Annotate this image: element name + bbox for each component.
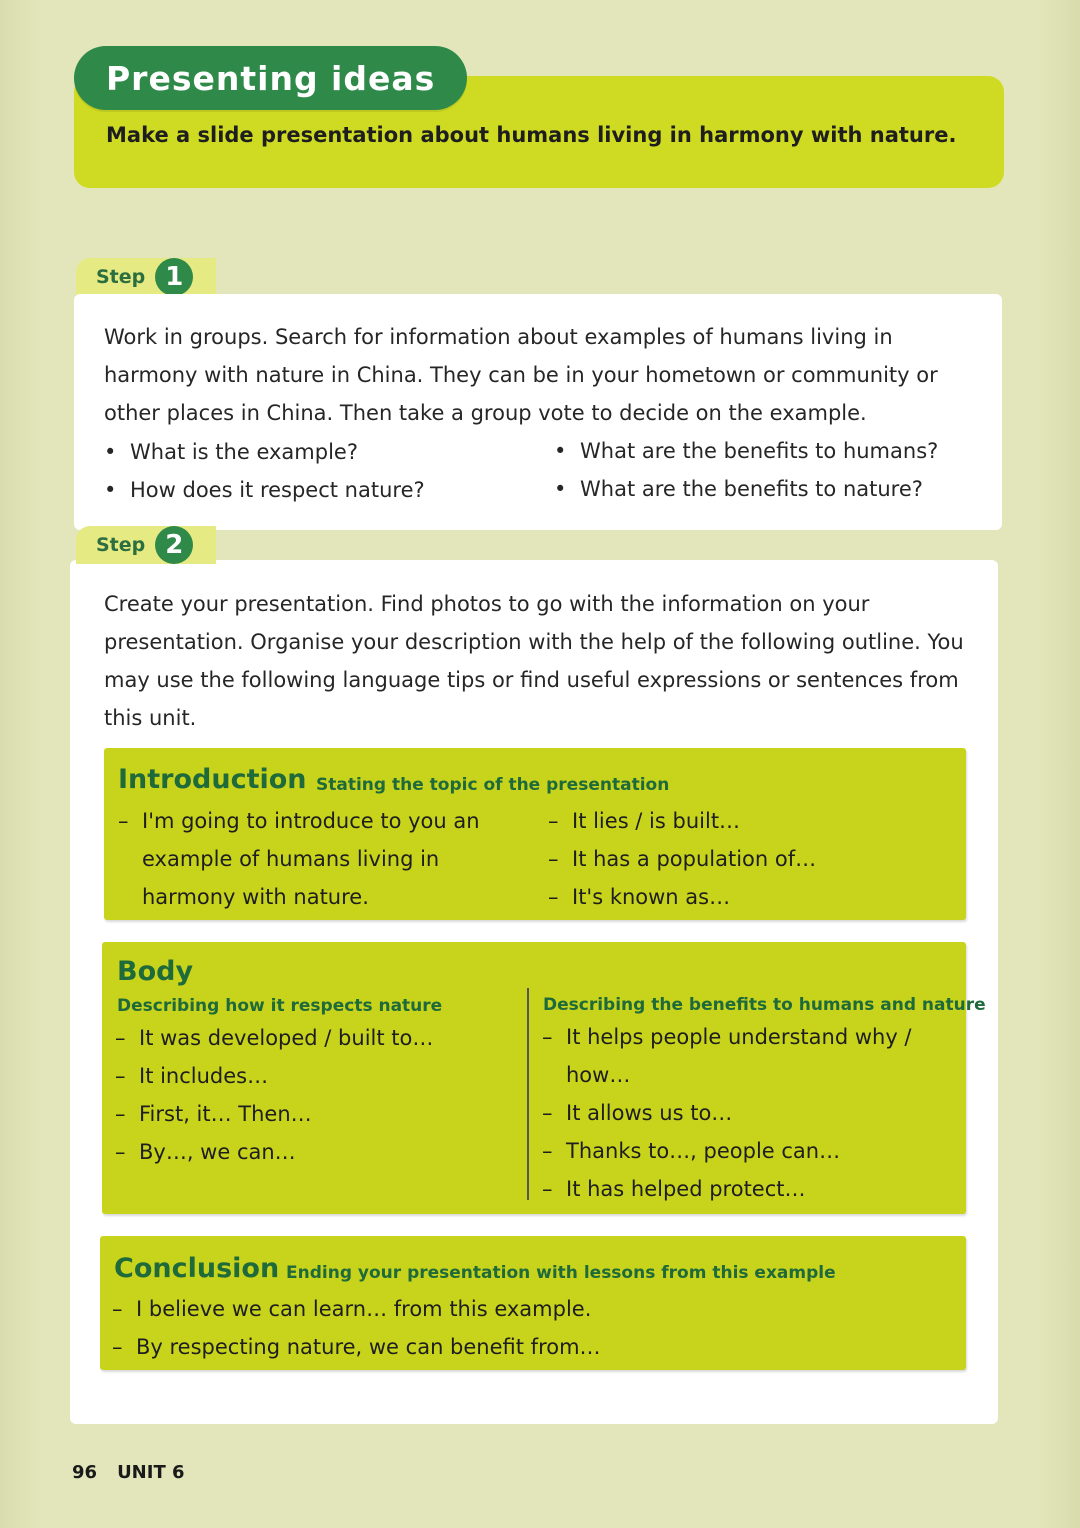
tip-item: – First, it… Then…: [115, 1095, 515, 1133]
step-number-1: 1: [155, 258, 193, 296]
tip-item: – I believe we can learn… from this example.: [112, 1290, 932, 1328]
introduction-left-list: [118, 802, 488, 916]
page-footer: [72, 1462, 205, 1483]
body-left-list: [115, 1019, 515, 1171]
question-item: • What are the benefits to nature?: [550, 470, 970, 508]
step-1-tab: [76, 258, 216, 296]
introduction-subheading: Stating the topic of the presentation: [316, 775, 670, 795]
tip-item: – It's known as…: [548, 878, 948, 916]
conclusion-subheading: Ending your presentation with lessons from this example: [286, 1263, 836, 1283]
conclusion-list: [112, 1290, 932, 1366]
tip-item: – It has a population of…: [548, 840, 948, 878]
introduction-heading: Introduction: [118, 764, 307, 795]
page-title: Presenting ideas: [74, 46, 467, 110]
body-left-subheading: Describing how it respects nature: [117, 996, 443, 1016]
tip-item: – Thanks to…, people can…: [542, 1132, 942, 1170]
tip-item: – It allows us to…: [542, 1094, 942, 1132]
question-item: • What is the example?: [100, 433, 530, 471]
task-instruction: Make a slide presentation about humans living in harmony with nature.: [106, 123, 957, 147]
page-number: 96: [72, 1462, 98, 1483]
question-item: • What are the benefits to humans?: [550, 432, 970, 470]
step-2-tab: [76, 526, 216, 564]
tip-item: – It has helped protect…: [542, 1170, 942, 1208]
question-item: • How does it respect nature?: [100, 471, 530, 509]
tip-item: – It helps people understand why / how…: [542, 1018, 942, 1094]
introduction-right-list: [548, 802, 948, 916]
tip-item: – It includes…: [115, 1057, 515, 1095]
step-2-paragraph: Create your presentation. Find photos to go with the information on your presentation. Organise your description with the help of the following outline. You may use the following language tips or find useful expressions or sentences from this unit.: [104, 592, 964, 730]
step-label: Step: [96, 534, 146, 556]
body-heading: Body: [117, 956, 194, 987]
column-divider: [527, 988, 529, 1200]
step-1-paragraph: Work in groups. Search for information about examples of humans living in harmony with nature in China. They can be in your hometown or community or other places in China. Then take a group vote to decide on the example.: [104, 325, 938, 425]
tip-item: – It lies / is built…: [548, 802, 948, 840]
step-label: Step: [96, 266, 146, 288]
tip-item: – By…, we can…: [115, 1133, 515, 1171]
step-1-questions-right: [550, 432, 970, 508]
tip-item: – It was developed / built to…: [115, 1019, 515, 1057]
step-number-2: 2: [155, 526, 193, 564]
tip-item: – By respecting nature, we can benefit from…: [112, 1328, 932, 1366]
conclusion-heading: Conclusion: [114, 1253, 280, 1284]
unit-label: UNIT 6: [117, 1462, 185, 1483]
tip-item: – I'm going to introduce to you an example of humans living in harmony with nature.: [118, 802, 488, 916]
step-1-questions-left: [100, 433, 530, 509]
body-right-subheading: Describing the benefits to humans and nature: [543, 995, 986, 1015]
body-right-list: [542, 1018, 942, 1208]
